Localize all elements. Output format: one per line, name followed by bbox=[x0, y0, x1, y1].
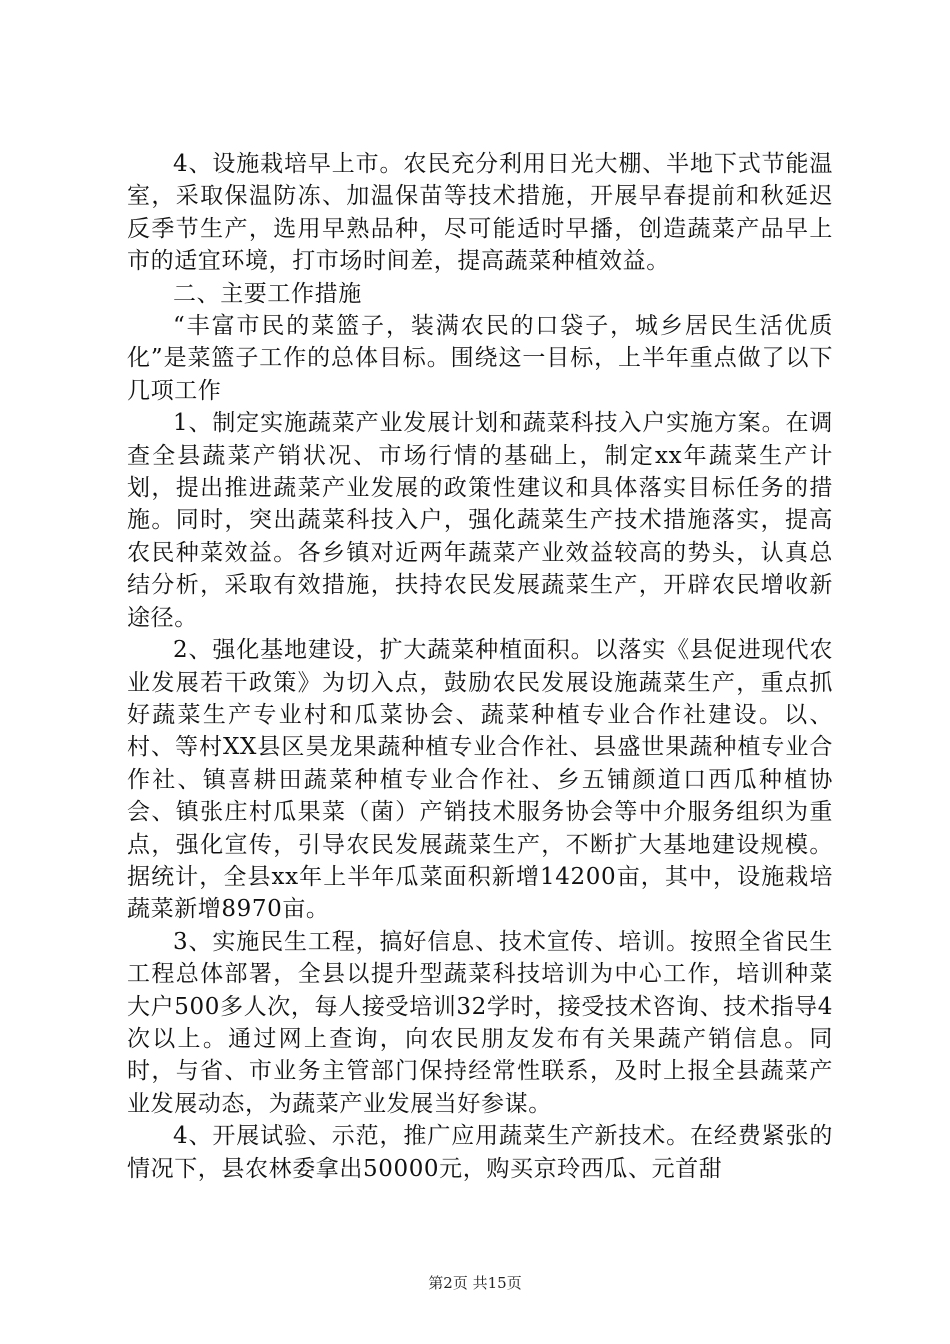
paragraph-base-construction: 2、强化基地建设，扩大蔬菜种植面积。以落实《县促进现代农业发展若干政策》为切入点，鼓励农民发展设施蔬菜生产，重点抓好蔬菜生产专业村和瓜菜协会、蔬菜种植专业合作社建设。以、村、等村XX县区昊龙果蔬种植专业合作社、县盛世果蔬种植专业合作社、镇喜耕田蔬菜种植专业合作社、乡五铺颜道口西瓜种植协会、镇张庄村瓜果菜（菌）产销技术服务协会等中介服务组织为重点，强化宣传，引导农民发展蔬菜生产，不断扩大基地建设规模。据统计，全县xx年上半年瓜菜面积新增14200亩，其中，设施栽培蔬菜新增8970亩。 bbox=[127, 637, 833, 923]
paragraph-trial-demonstration: 4、开展试验、示范，推广应用蔬菜生产新技术。在经费紧张的情况下，县农林委拿出50000元，购买京玲西瓜、元首甜 bbox=[127, 1123, 833, 1182]
paragraph-livelihood-training: 3、实施民生工程，搞好信息、技术宣传、培训。按照全省民生工程总体部署，全县以提升型蔬菜科技培训为中心工作，培训种菜大户500多人次，每人接受培训32学时，接受技术咨询、技术指导4次以上。通过网上查询，向农民朋友发布有关果蔬产销信息。同时，与省、市业务主管部门保持经常性联系，及时上报全县蔬菜产业发展动态，为蔬菜产业发展当好参谋。 bbox=[127, 928, 833, 1117]
document-body bbox=[127, 148, 833, 1185]
paragraph-plan-and-scheme: 1、制定实施蔬菜产业发展计划和蔬菜科技入户实施方案。在调查全县蔬菜产销状况、市场行情的基础上，制定xx年蔬菜生产计划，提出推进蔬菜产业发展的政策性建议和具体落实目标任务的措施。同时，突出蔬菜科技入户，强化蔬菜生产技术措施落实，提高农民种菜效益。各乡镇对近两年蔬菜产业效益较高的势头，认真总结分析，采取有效措施，扶持农民发展蔬菜生产，开辟农民增收新途径。 bbox=[127, 410, 833, 631]
paragraph-overall-goal: “丰富市民的菜篮子，装满农民的口袋子，城乡居民生活优质化”是菜篮子工作的总体目标。围绕这一目标，上半年重点做了以下几项工作 bbox=[127, 313, 833, 404]
paragraph-facility-early-market: 4、设施栽培早上市。农民充分利用日光大棚、半地下式节能温室，采取保温防冻、加温保苗等技术措施，开展早春提前和秋延迟反季节生产，选用早熟品种，尽可能适时早播，创造蔬菜产品早上市的适宜环境，打市场时间差，提高蔬菜种植效益。 bbox=[127, 151, 833, 275]
page-number-footer: 第2页 共15页 bbox=[428, 1274, 522, 1292]
section-heading-main-measures: 二、主要工作措施 bbox=[173, 280, 362, 307]
